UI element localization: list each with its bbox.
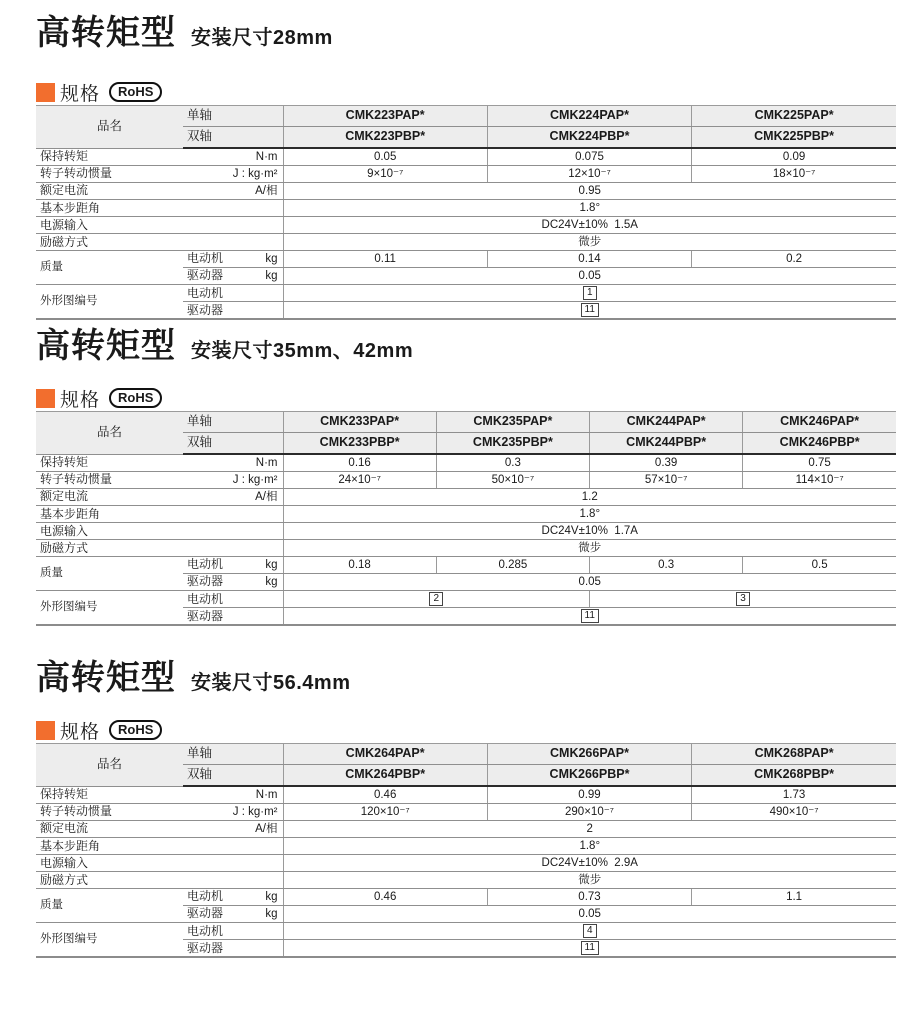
- product-name: CMK225PAP*: [692, 106, 896, 127]
- group-label: 外形图编号: [36, 591, 183, 626]
- outline-number-box: 11: [581, 609, 599, 623]
- spec-value: 0.09: [692, 148, 896, 166]
- sub-row-unit: kg: [265, 559, 278, 572]
- spec-row-header: [36, 183, 283, 200]
- product-name: CMK266PBP*: [487, 765, 691, 787]
- orange-square-icon: [36, 721, 55, 740]
- section-header: [36, 659, 898, 697]
- spec-table: [36, 105, 896, 320]
- sub-row-header: [183, 608, 283, 626]
- section-28mm: [36, 14, 898, 320]
- spec-value: [590, 591, 897, 608]
- table-row: [36, 557, 896, 574]
- product-name: CMK268PBP*: [692, 765, 896, 787]
- product-name: CMK233PBP*: [283, 433, 436, 455]
- table-row: [36, 234, 896, 251]
- spec-value: 微步: [283, 234, 896, 251]
- spec-value: 0.18: [283, 557, 436, 574]
- table-row: [36, 804, 896, 821]
- spec-row-label: 额定电流: [40, 489, 89, 504]
- spec-value: 0.285: [436, 557, 589, 574]
- spec-value: DC24V±10% 1.7A: [283, 523, 896, 540]
- spec-label: 规格: [60, 721, 101, 743]
- spec-value: 0.16: [283, 454, 436, 472]
- sub-row-header: [183, 906, 283, 923]
- table-row: [36, 217, 896, 234]
- spec-label: 规格: [60, 83, 101, 105]
- table-row: [36, 540, 896, 557]
- spec-row-label: 电源输入: [40, 523, 89, 538]
- section-title: 高转矩型: [36, 659, 176, 697]
- spec-value: 0.39: [590, 454, 743, 472]
- spec-value: 18×10⁻⁷: [692, 166, 896, 183]
- spec-value: 微步: [283, 872, 896, 889]
- spec-heading: [36, 719, 898, 741]
- sub-row-label: 驱动器: [187, 574, 224, 589]
- outline-number-box: 4: [583, 924, 597, 938]
- spec-value: 0.05: [283, 906, 896, 923]
- spec-row-label: 转子转动惯量: [40, 166, 113, 181]
- spec-value: 微步: [283, 540, 896, 557]
- spec-value: 0.5: [743, 557, 896, 574]
- spec-value: 0.46: [283, 889, 487, 906]
- product-name: CMK246PAP*: [743, 412, 896, 433]
- group-label: 外形图编号: [36, 923, 183, 958]
- product-name: CMK224PAP*: [487, 106, 691, 127]
- spec-value: 0.3: [590, 557, 743, 574]
- spec-row-header: [36, 454, 283, 472]
- section-subtitle: 安装尺寸56.4mm: [191, 672, 351, 694]
- spec-label: 规格: [60, 389, 101, 411]
- spec-value: 0.3: [436, 454, 589, 472]
- product-header-row: [36, 106, 896, 127]
- spec-table-container: [36, 411, 898, 626]
- spec-row-label: 保持转矩: [40, 455, 89, 470]
- table-row: [36, 872, 896, 889]
- spec-table: [36, 743, 896, 958]
- table-row: [36, 148, 896, 166]
- spec-row-unit: J : kg·m²: [232, 806, 278, 819]
- sub-row-label: 电动机: [187, 591, 224, 606]
- spec-row-header: [36, 217, 283, 234]
- spec-row-label: 保持转矩: [40, 787, 89, 802]
- product-row-label: 品名: [36, 412, 183, 455]
- spec-table-container: [36, 743, 898, 958]
- spec-row-unit: N·m: [255, 151, 278, 164]
- spec-value: 57×10⁻⁷: [590, 472, 743, 489]
- sub-row-header: [183, 285, 283, 302]
- orange-square-icon: [36, 389, 55, 408]
- sub-row-header: [183, 268, 283, 285]
- product-name: CMK235PAP*: [436, 412, 589, 433]
- dual-shaft-label: 双轴: [183, 433, 283, 455]
- single-shaft-label: 单轴: [183, 744, 283, 765]
- group-label: 质量: [36, 889, 183, 923]
- spec-row-label: 额定电流: [40, 183, 89, 198]
- spec-value: 1.73: [692, 786, 896, 804]
- sub-row-unit: kg: [265, 270, 278, 283]
- single-shaft-label: 单轴: [183, 106, 283, 127]
- spec-row-label: 基本步距角: [40, 506, 101, 521]
- spec-row-header: [36, 821, 283, 838]
- spec-value: 1.8°: [283, 200, 896, 217]
- product-name: CMK264PBP*: [283, 765, 487, 787]
- spec-value: 0.73: [487, 889, 691, 906]
- section-35-42mm: [36, 327, 898, 626]
- spec-row-unit: J : kg·m²: [232, 168, 278, 181]
- spec-value: 490×10⁻⁷: [692, 804, 896, 821]
- sub-row-header: [183, 940, 283, 958]
- spec-row-header: [36, 540, 283, 557]
- section-subtitle: 安装尺寸28mm: [191, 27, 333, 49]
- sub-row-unit: kg: [265, 576, 278, 589]
- spec-row-label: 基本步距角: [40, 200, 101, 215]
- outline-number-box: 11: [581, 303, 599, 317]
- sub-row-header: [183, 251, 283, 268]
- product-header-row: [36, 744, 896, 765]
- spec-value: 12×10⁻⁷: [487, 166, 691, 183]
- spec-row-header: [36, 855, 283, 872]
- product-row-label: 品名: [36, 106, 183, 149]
- table-row: [36, 821, 896, 838]
- sub-row-header: [183, 923, 283, 940]
- spec-value: 24×10⁻⁷: [283, 472, 436, 489]
- spec-row-header: [36, 200, 283, 217]
- product-name: CMK233PAP*: [283, 412, 436, 433]
- product-name: CMK224PBP*: [487, 127, 691, 149]
- product-name: CMK244PAP*: [590, 412, 743, 433]
- spec-value: 1.8°: [283, 838, 896, 855]
- spec-value: [283, 302, 896, 320]
- spec-heading: [36, 387, 898, 409]
- spec-value: 0.075: [487, 148, 691, 166]
- spec-row-unit: A/相: [255, 491, 278, 504]
- sub-row-header: [183, 574, 283, 591]
- spec-value: 0.95: [283, 183, 896, 200]
- dual-shaft-label: 双轴: [183, 765, 283, 787]
- spec-row-label: 励磁方式: [40, 234, 89, 249]
- table-row: [36, 183, 896, 200]
- spec-row-header: [36, 234, 283, 251]
- spec-row-header: [36, 838, 283, 855]
- spec-value: 114×10⁻⁷: [743, 472, 896, 489]
- sub-row-header: [183, 591, 283, 608]
- sub-row-header: [183, 889, 283, 906]
- table-row: [36, 523, 896, 540]
- spec-value: [283, 923, 896, 940]
- spec-value: 0.11: [283, 251, 487, 268]
- group-label: 外形图编号: [36, 285, 183, 320]
- spec-row-unit: J : kg·m²: [232, 474, 278, 487]
- spec-heading: [36, 81, 898, 103]
- spec-table: [36, 411, 896, 626]
- spec-value: 0.05: [283, 574, 896, 591]
- spec-value: 50×10⁻⁷: [436, 472, 589, 489]
- spec-row-header: [36, 489, 283, 506]
- spec-value: [283, 591, 590, 608]
- group-label: 质量: [36, 557, 183, 591]
- spec-value: [283, 608, 896, 626]
- table-row: [36, 200, 896, 217]
- spec-row-unit: A/相: [255, 823, 278, 836]
- table-row: [36, 838, 896, 855]
- section-subtitle: 安装尺寸35mm、42mm: [191, 340, 414, 362]
- rohs-badge: RoHS: [109, 82, 162, 102]
- spec-row-label: 电源输入: [40, 855, 89, 870]
- table-row: [36, 489, 896, 506]
- sub-row-unit: kg: [265, 891, 278, 904]
- rohs-badge: RoHS: [109, 388, 162, 408]
- spec-row-header: [36, 166, 283, 183]
- spec-value: 0.99: [487, 786, 691, 804]
- spec-value: 9×10⁻⁷: [283, 166, 487, 183]
- section-title: 高转矩型: [36, 14, 176, 52]
- sub-row-label: 驱动器: [187, 608, 224, 623]
- section-header: [36, 14, 898, 52]
- table-row: [36, 166, 896, 183]
- outline-number-box: 1: [583, 286, 597, 300]
- spec-value: 1.2: [283, 489, 896, 506]
- spec-row-label: 励磁方式: [40, 540, 89, 555]
- table-row: [36, 251, 896, 268]
- outline-number-box: 2: [429, 592, 443, 606]
- spec-row-label: 电源输入: [40, 217, 89, 232]
- dual-shaft-label: 双轴: [183, 127, 283, 149]
- spec-value: [283, 940, 896, 958]
- table-row: [36, 454, 896, 472]
- spec-row-label: 励磁方式: [40, 872, 89, 887]
- spec-row-header: [36, 472, 283, 489]
- table-row: [36, 506, 896, 523]
- spec-value: 0.2: [692, 251, 896, 268]
- sub-row-label: 驱动器: [187, 906, 224, 921]
- table-row: [36, 285, 896, 302]
- sub-row-unit: kg: [265, 908, 278, 921]
- spec-row-unit: N·m: [255, 789, 278, 802]
- spec-value: 1.8°: [283, 506, 896, 523]
- spec-row-header: [36, 872, 283, 889]
- sub-row-label: 电动机: [187, 251, 224, 266]
- spec-row-label: 转子转动惯量: [40, 472, 113, 487]
- rohs-badge: RoHS: [109, 720, 162, 740]
- sub-row-header: [183, 557, 283, 574]
- spec-row-header: [36, 786, 283, 804]
- sub-row-header: [183, 302, 283, 320]
- spec-row-label: 额定电流: [40, 821, 89, 836]
- table-row: [36, 889, 896, 906]
- product-name: CMK223PAP*: [283, 106, 487, 127]
- outline-number-box: 3: [736, 592, 750, 606]
- table-row: [36, 855, 896, 872]
- spec-row-header: [36, 506, 283, 523]
- table-row: [36, 591, 896, 608]
- section-header: [36, 327, 898, 365]
- product-name: CMK244PBP*: [590, 433, 743, 455]
- spec-row-unit: N·m: [255, 457, 278, 470]
- orange-square-icon: [36, 83, 55, 102]
- section-title: 高转矩型: [36, 327, 176, 365]
- spec-value: DC24V±10% 1.5A: [283, 217, 896, 234]
- spec-value: 1.1: [692, 889, 896, 906]
- product-row-label: 品名: [36, 744, 183, 787]
- group-label: 质量: [36, 251, 183, 285]
- spec-row-header: [36, 523, 283, 540]
- sub-row-unit: kg: [265, 253, 278, 266]
- product-name: CMK225PBP*: [692, 127, 896, 149]
- sub-row-label: 驱动器: [187, 940, 224, 955]
- spec-value: [283, 285, 896, 302]
- spec-value: 290×10⁻⁷: [487, 804, 691, 821]
- single-shaft-label: 单轴: [183, 412, 283, 433]
- spec-row-label: 转子转动惯量: [40, 804, 113, 819]
- spec-value: 0.05: [283, 268, 896, 285]
- sub-row-label: 电动机: [187, 889, 224, 904]
- product-name: CMK268PAP*: [692, 744, 896, 765]
- spec-row-header: [36, 148, 283, 166]
- product-name: CMK235PBP*: [436, 433, 589, 455]
- sub-row-label: 电动机: [187, 923, 224, 938]
- sub-row-label: 电动机: [187, 285, 224, 300]
- product-name: CMK264PAP*: [283, 744, 487, 765]
- spec-value: 2: [283, 821, 896, 838]
- spec-value: 120×10⁻⁷: [283, 804, 487, 821]
- spec-row-unit: A/相: [255, 185, 278, 198]
- spec-table-container: [36, 105, 898, 320]
- section-56-4mm: [36, 659, 898, 958]
- spec-row-label: 基本步距角: [40, 838, 101, 853]
- spec-row-label: 保持转矩: [40, 149, 89, 164]
- spec-value: 0.14: [487, 251, 691, 268]
- product-name: CMK223PBP*: [283, 127, 487, 149]
- sub-row-label: 驱动器: [187, 268, 224, 283]
- spec-value: 0.46: [283, 786, 487, 804]
- spec-row-header: [36, 804, 283, 821]
- outline-number-box: 11: [581, 941, 599, 955]
- spec-value: 0.05: [283, 148, 487, 166]
- sub-row-label: 电动机: [187, 557, 224, 572]
- table-row: [36, 923, 896, 940]
- product-name: CMK246PBP*: [743, 433, 896, 455]
- product-name: CMK266PAP*: [487, 744, 691, 765]
- table-row: [36, 472, 896, 489]
- table-row: [36, 786, 896, 804]
- spec-value: DC24V±10% 2.9A: [283, 855, 896, 872]
- spec-value: 0.75: [743, 454, 896, 472]
- sub-row-label: 驱动器: [187, 302, 224, 317]
- product-header-row: [36, 412, 896, 433]
